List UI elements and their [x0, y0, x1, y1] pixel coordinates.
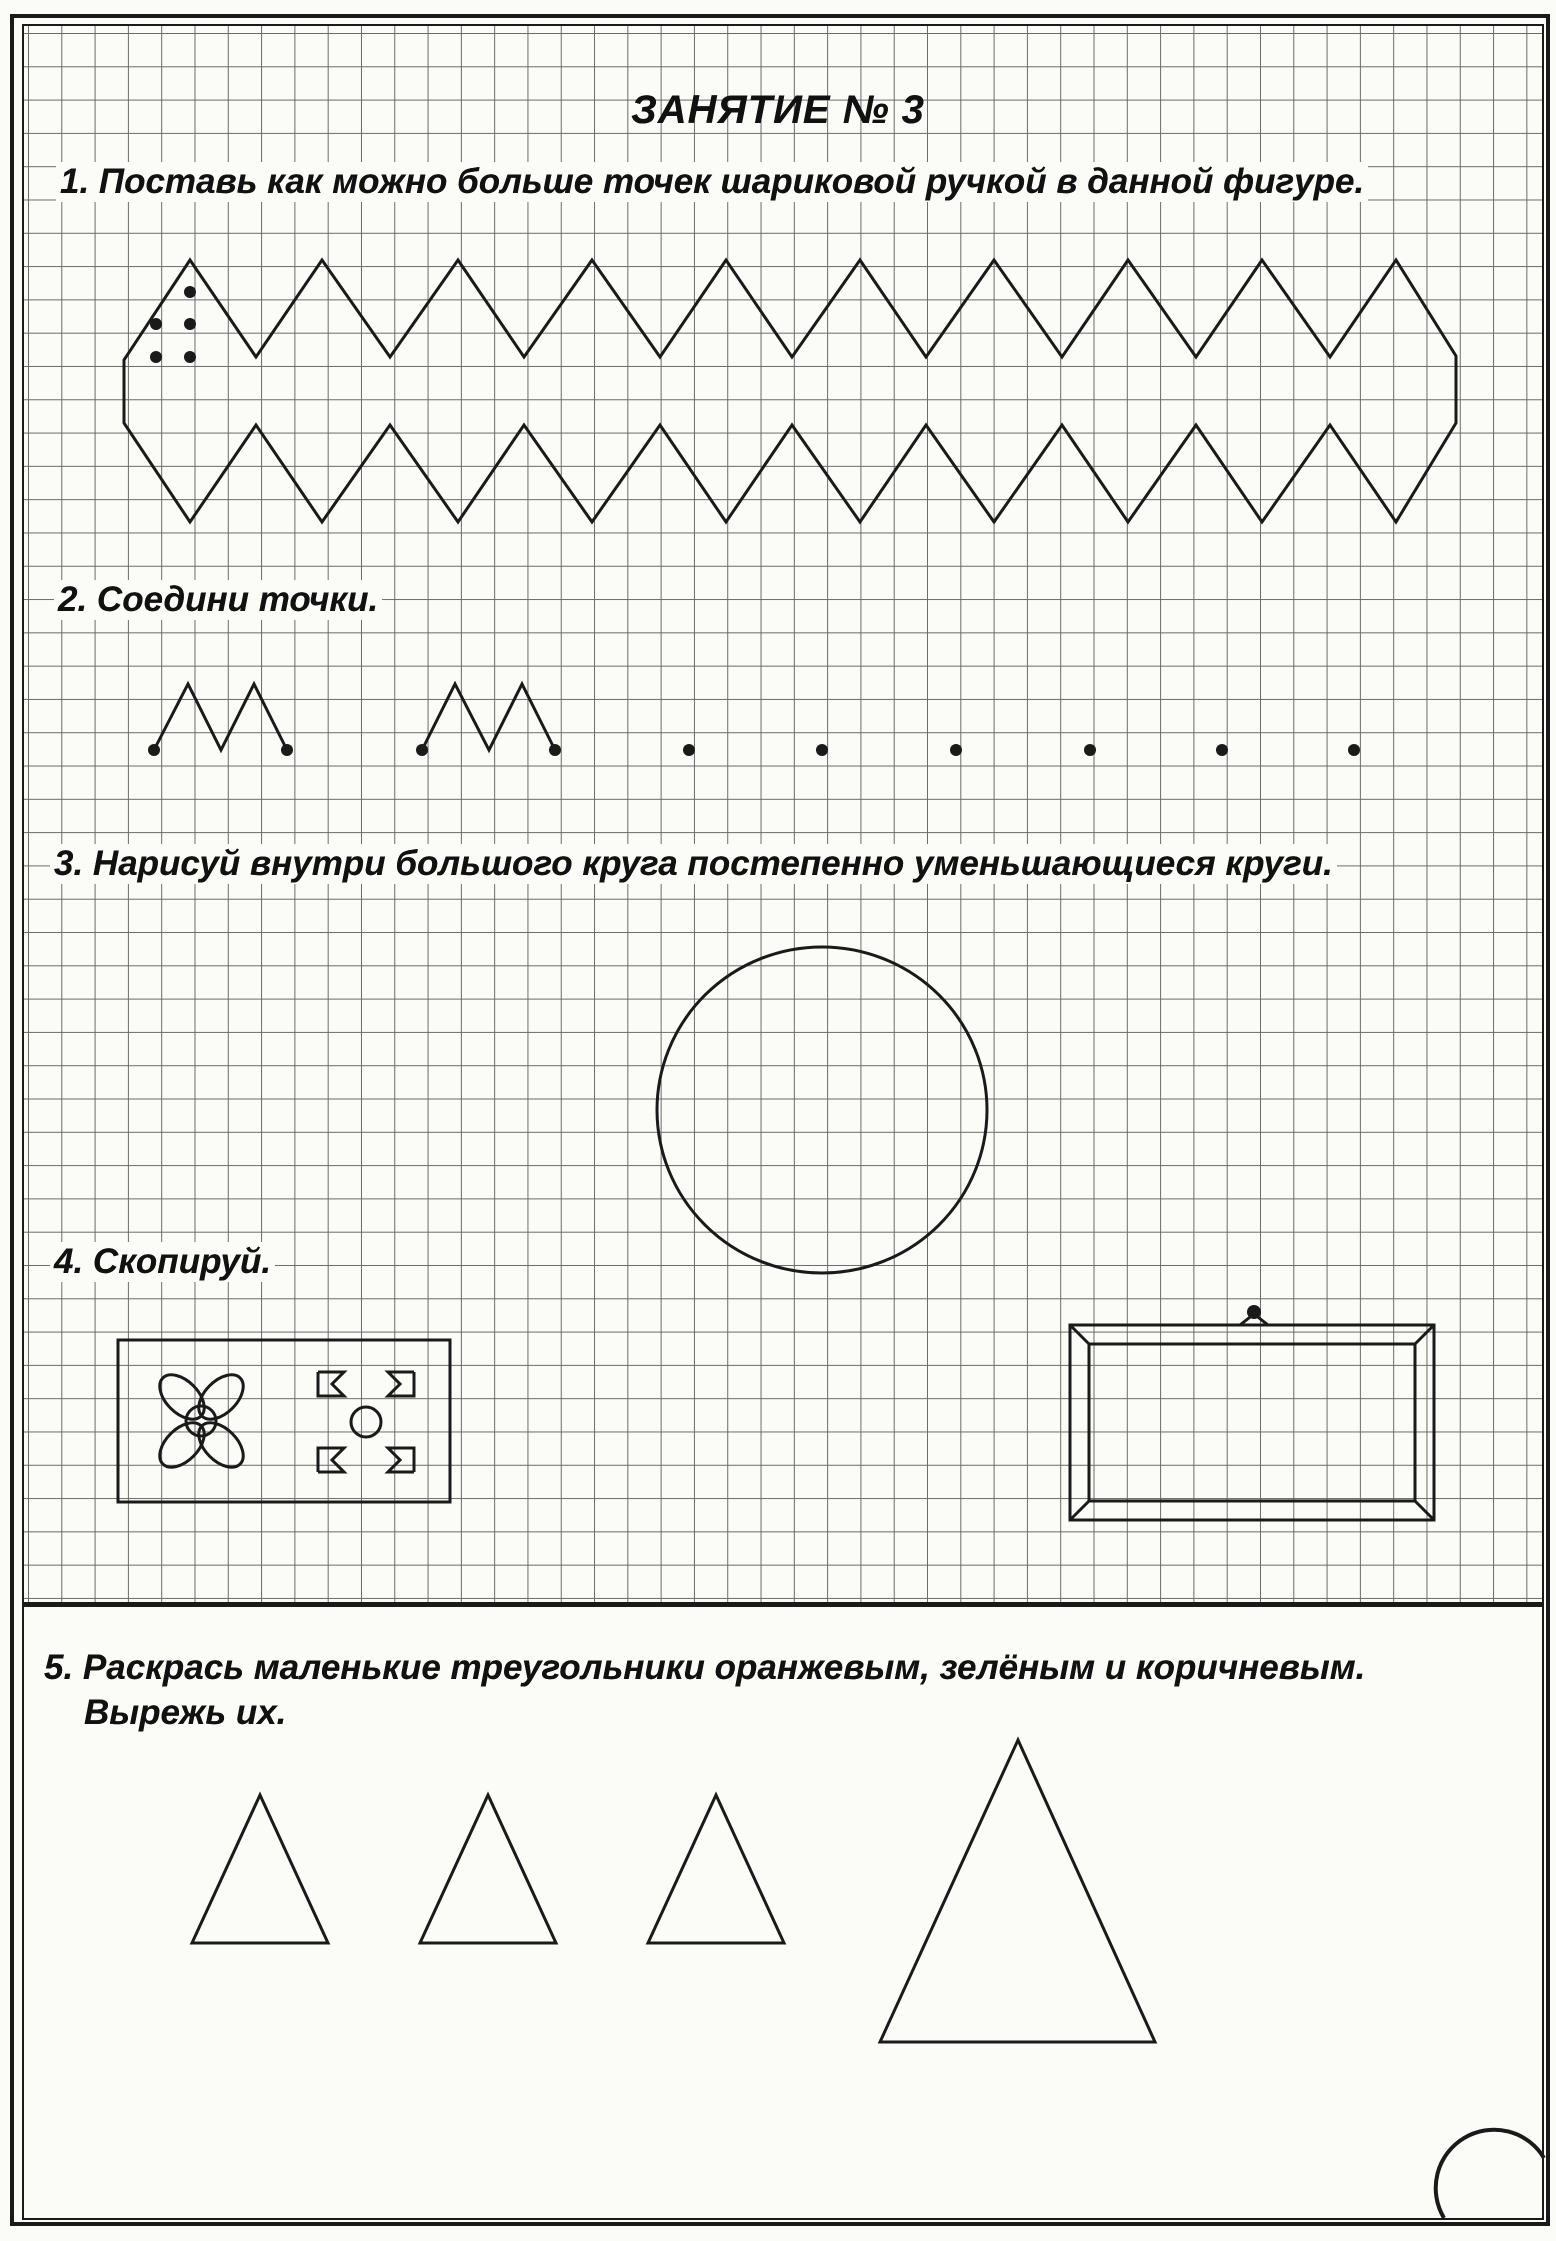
task-4-instruction: 4. Скопируй.	[50, 1242, 275, 1282]
task-2-instruction: 2. Соедини точки.	[54, 580, 382, 620]
task-1-instruction: 1. Поставь как можно больше точек шариковой ручкой в данной фигуре.	[56, 162, 1368, 202]
page-title: ЗАНЯТИЕ № 3	[631, 88, 925, 132]
connect-dots-sample-2	[422, 684, 555, 750]
corner-notch	[1436, 2130, 1544, 2218]
small-triangle-2	[420, 1795, 556, 1943]
connect-dots-sample-1	[154, 684, 287, 750]
copy-target-frame-outer	[1070, 1325, 1434, 1520]
dots-layer	[148, 286, 1360, 1319]
arrow-square-pattern	[318, 1372, 414, 1472]
zigzag-figure-top	[124, 260, 1456, 420]
task-5-instruction-line1: 5. Раскрась маленькие треугольники оранжевым, зелёным и коричневым.	[44, 1648, 1366, 1687]
copy-target-frame-inner	[1089, 1344, 1415, 1501]
large-triangle	[880, 1740, 1155, 2042]
small-triangle-1	[192, 1795, 328, 1943]
big-circle	[657, 947, 987, 1273]
copy-sample-box	[118, 1340, 450, 1502]
small-triangle-3	[648, 1795, 784, 1943]
flower-pattern	[152, 1367, 252, 1476]
zigzag-figure-bottom	[124, 380, 1456, 522]
task-3-instruction: 3. Нарисуй внутри большого круга постепенно уменьшающиеся круги.	[50, 844, 1337, 884]
task-5-instruction-line2: Вырежь их.	[84, 1693, 287, 1732]
